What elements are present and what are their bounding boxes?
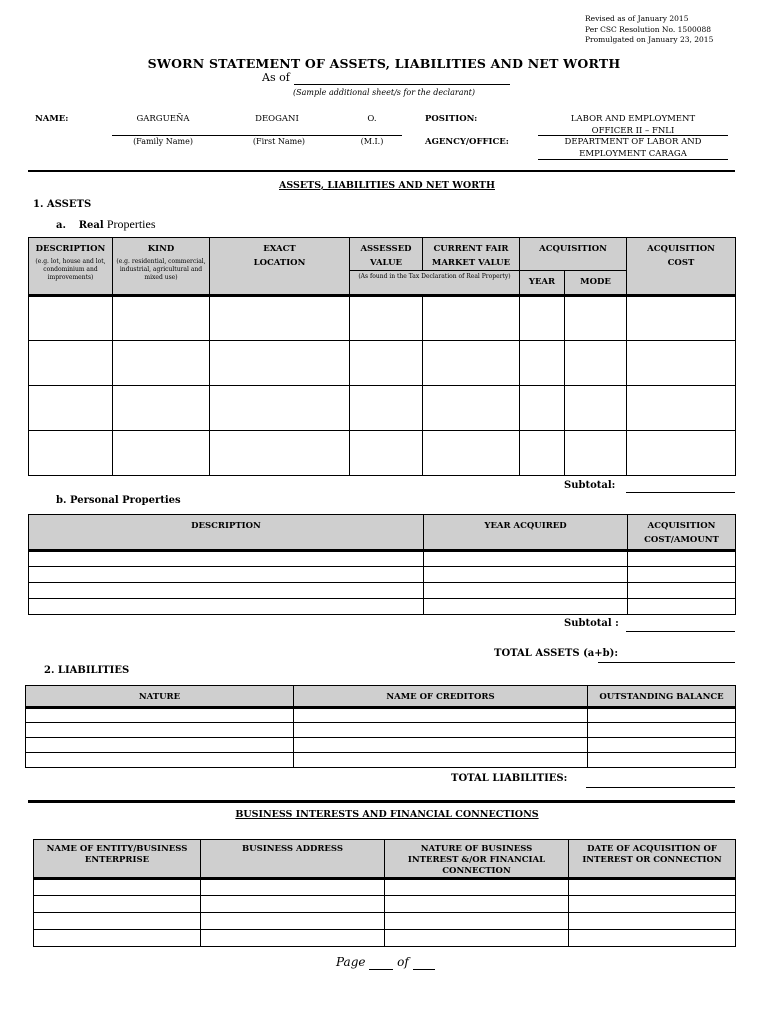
- col-address-label: BUSINESS ADDRESS: [242, 844, 343, 854]
- col-mode-label: MODE: [580, 277, 611, 287]
- real-properties-table: [28, 237, 736, 476]
- col-location-line-1: EXACT: [263, 244, 296, 254]
- col-personal-cost: [628, 515, 736, 551]
- total-liabilities-label: TOTAL LIABILITIES:: [451, 773, 568, 784]
- business-table: [33, 839, 736, 947]
- col-date-line-1: DATE OF ACQUISITION OF: [587, 844, 717, 854]
- personal-properties-table: [28, 514, 736, 615]
- col-date-acquisition: [569, 840, 736, 879]
- revision-line-3: Promulgated on January 23, 2015: [585, 35, 714, 44]
- agency-line-1: DEPARTMENT OF LABOR AND: [564, 137, 702, 147]
- col-cost-line-1: ACQUISITION: [647, 244, 715, 254]
- agency-value: [538, 136, 728, 160]
- position-line-2: OFFICER II – FNLI: [591, 126, 675, 136]
- position-line-1: LABOR AND EMPLOYMENT: [570, 114, 696, 124]
- business-title: BUSINESS INTERESTS AND FINANCIAL CONNECTIONS: [235, 809, 539, 820]
- col-mode: [565, 271, 627, 296]
- col-assessed-line-2: VALUE: [370, 258, 402, 268]
- col-nature: [26, 686, 294, 708]
- real-subtotal-line[interactable]: [626, 492, 735, 493]
- total-liabilities-line[interactable]: [586, 787, 735, 788]
- col-year: [520, 271, 565, 296]
- name-line[interactable]: [112, 135, 402, 136]
- family-name-caption: (Family Name): [133, 137, 193, 146]
- first-name-caption: (First Name): [252, 137, 306, 146]
- real-properties-label: [56, 217, 155, 232]
- col-location: [210, 238, 350, 296]
- family-name-value: GARGUEÑA: [136, 114, 190, 124]
- real-subtotal-label: Subtotal:: [564, 480, 616, 491]
- page-label: Page: [336, 955, 366, 969]
- table-row: [29, 386, 736, 431]
- table-row: [26, 708, 736, 723]
- col-entity: [34, 840, 201, 879]
- total-assets-line[interactable]: [598, 662, 735, 663]
- col-year-acquired: [424, 515, 628, 551]
- revision-note: [585, 14, 713, 46]
- page-total-blank[interactable]: [413, 955, 435, 970]
- col-address: [201, 840, 385, 879]
- col-entity-line-1: NAME OF ENTITY/BUSINESS: [46, 844, 188, 854]
- revision-line-1: Revised as of January 2015: [585, 14, 689, 23]
- col-business-nature-line-2: INTEREST &/OR FINANCIAL: [407, 855, 546, 865]
- col-kind-label: KIND: [147, 244, 175, 254]
- agency-label: AGENCY/OFFICE:: [425, 137, 509, 147]
- col-personal-cost-line-2: COST/AMOUNT: [644, 535, 719, 545]
- liabilities-separator: [28, 800, 735, 803]
- as-of-label: As of: [262, 71, 290, 84]
- col-assessed-line-1: ASSESSED: [360, 244, 412, 254]
- mi-value: O.: [367, 114, 377, 124]
- col-description: [29, 238, 113, 296]
- col-entity-line-2: ENTERPRISE: [84, 855, 150, 865]
- agency-line[interactable]: [538, 159, 728, 160]
- col-nature-label: NATURE: [138, 692, 181, 702]
- real-label-properties: Properties: [106, 217, 156, 231]
- personal-subtotal-line[interactable]: [626, 631, 735, 632]
- table-row: [26, 723, 736, 738]
- col-business-nature-line-3: CONNECTION: [442, 866, 511, 876]
- table-row: [29, 551, 736, 567]
- col-balance: [588, 686, 736, 708]
- form-title: SWORN STATEMENT OF ASSETS, LIABILITIES AND NET WORTH: [147, 56, 621, 71]
- table-row: [29, 599, 736, 615]
- name-label: NAME:: [35, 114, 69, 124]
- col-acquisition: [520, 238, 627, 271]
- section-separator: [28, 170, 735, 172]
- col-business-nature: [385, 840, 569, 879]
- table-row: [26, 738, 736, 753]
- section-title: ASSETS, LIABILITIES AND NET WORTH: [279, 180, 495, 191]
- col-acquisition-cost: [627, 238, 736, 296]
- col-acquisition-label: ACQUISITION: [539, 244, 607, 254]
- personal-subtotal-label: Subtotal :: [564, 618, 619, 629]
- table-row: [26, 753, 736, 768]
- as-of-line[interactable]: [294, 84, 510, 85]
- col-personal-description-label: DESCRIPTION: [191, 521, 261, 531]
- real-label-real: Real: [78, 220, 104, 231]
- col-creditors: [294, 686, 588, 708]
- col-description-note: (e.g. lot, house and lot, condominium and improvements): [35, 258, 106, 281]
- first-name-value: DEOGANI: [255, 114, 299, 124]
- col-fair-value: [423, 238, 520, 271]
- assets-heading: 1. ASSETS: [33, 199, 92, 210]
- table-row: [29, 341, 736, 386]
- col-fair-line-2: MARKET VALUE: [431, 258, 511, 268]
- col-kind-note: (e.g. residential, commercial, industrial, agricultural and mixed use): [116, 258, 206, 281]
- liabilities-table: [25, 685, 736, 768]
- col-fair-line-1: CURRENT FAIR: [433, 244, 509, 254]
- col-kind: [113, 238, 210, 296]
- total-assets-label: TOTAL ASSETS (a+b):: [494, 648, 619, 659]
- col-personal-cost-line-1: ACQUISITION: [647, 521, 716, 531]
- page-footer: [336, 955, 435, 970]
- tax-declaration-note-cell: [350, 271, 520, 296]
- table-row: [34, 913, 736, 930]
- page-number-blank[interactable]: [369, 955, 393, 970]
- col-date-line-2: INTEREST OR CONNECTION: [582, 855, 722, 865]
- liabilities-heading: 2. LIABILITIES: [44, 665, 130, 676]
- personal-properties-label: b. Personal Properties: [56, 495, 181, 506]
- of-label: of: [397, 955, 409, 969]
- mi-caption: (M.I.): [360, 137, 384, 146]
- col-business-nature-line-1: NATURE OF BUSINESS: [420, 844, 533, 854]
- col-balance-label: OUTSTANDING BALANCE: [599, 692, 724, 702]
- col-location-line-2: LOCATION: [253, 258, 306, 268]
- table-row: [29, 583, 736, 599]
- col-year-label: YEAR: [528, 277, 556, 287]
- col-personal-description: [29, 515, 424, 551]
- col-description-label: DESCRIPTION: [35, 244, 106, 254]
- table-row: [29, 296, 736, 341]
- position-label: POSITION:: [425, 114, 478, 124]
- col-year-acquired-label: YEAR ACQUIRED: [484, 521, 567, 531]
- col-assessed: [350, 238, 423, 271]
- table-row: [29, 431, 736, 476]
- table-row: [34, 879, 736, 896]
- table-row: [34, 896, 736, 913]
- real-label-letter: a.: [56, 220, 66, 231]
- table-row: [29, 567, 736, 583]
- tax-declaration-note: (As found in the Tax Declaration of Real Property): [358, 273, 511, 280]
- revision-line-2: Per CSC Resolution No. 1500088: [585, 24, 712, 34]
- col-creditors-label: NAME OF CREDITORS: [386, 692, 495, 702]
- col-cost-line-2: COST: [667, 258, 695, 268]
- table-row: [34, 930, 736, 947]
- sample-note: (Sample additional sheet/s for the declarant): [293, 88, 475, 97]
- position-value: [538, 113, 728, 137]
- agency-line-2: EMPLOYMENT CARAGA: [579, 149, 687, 159]
